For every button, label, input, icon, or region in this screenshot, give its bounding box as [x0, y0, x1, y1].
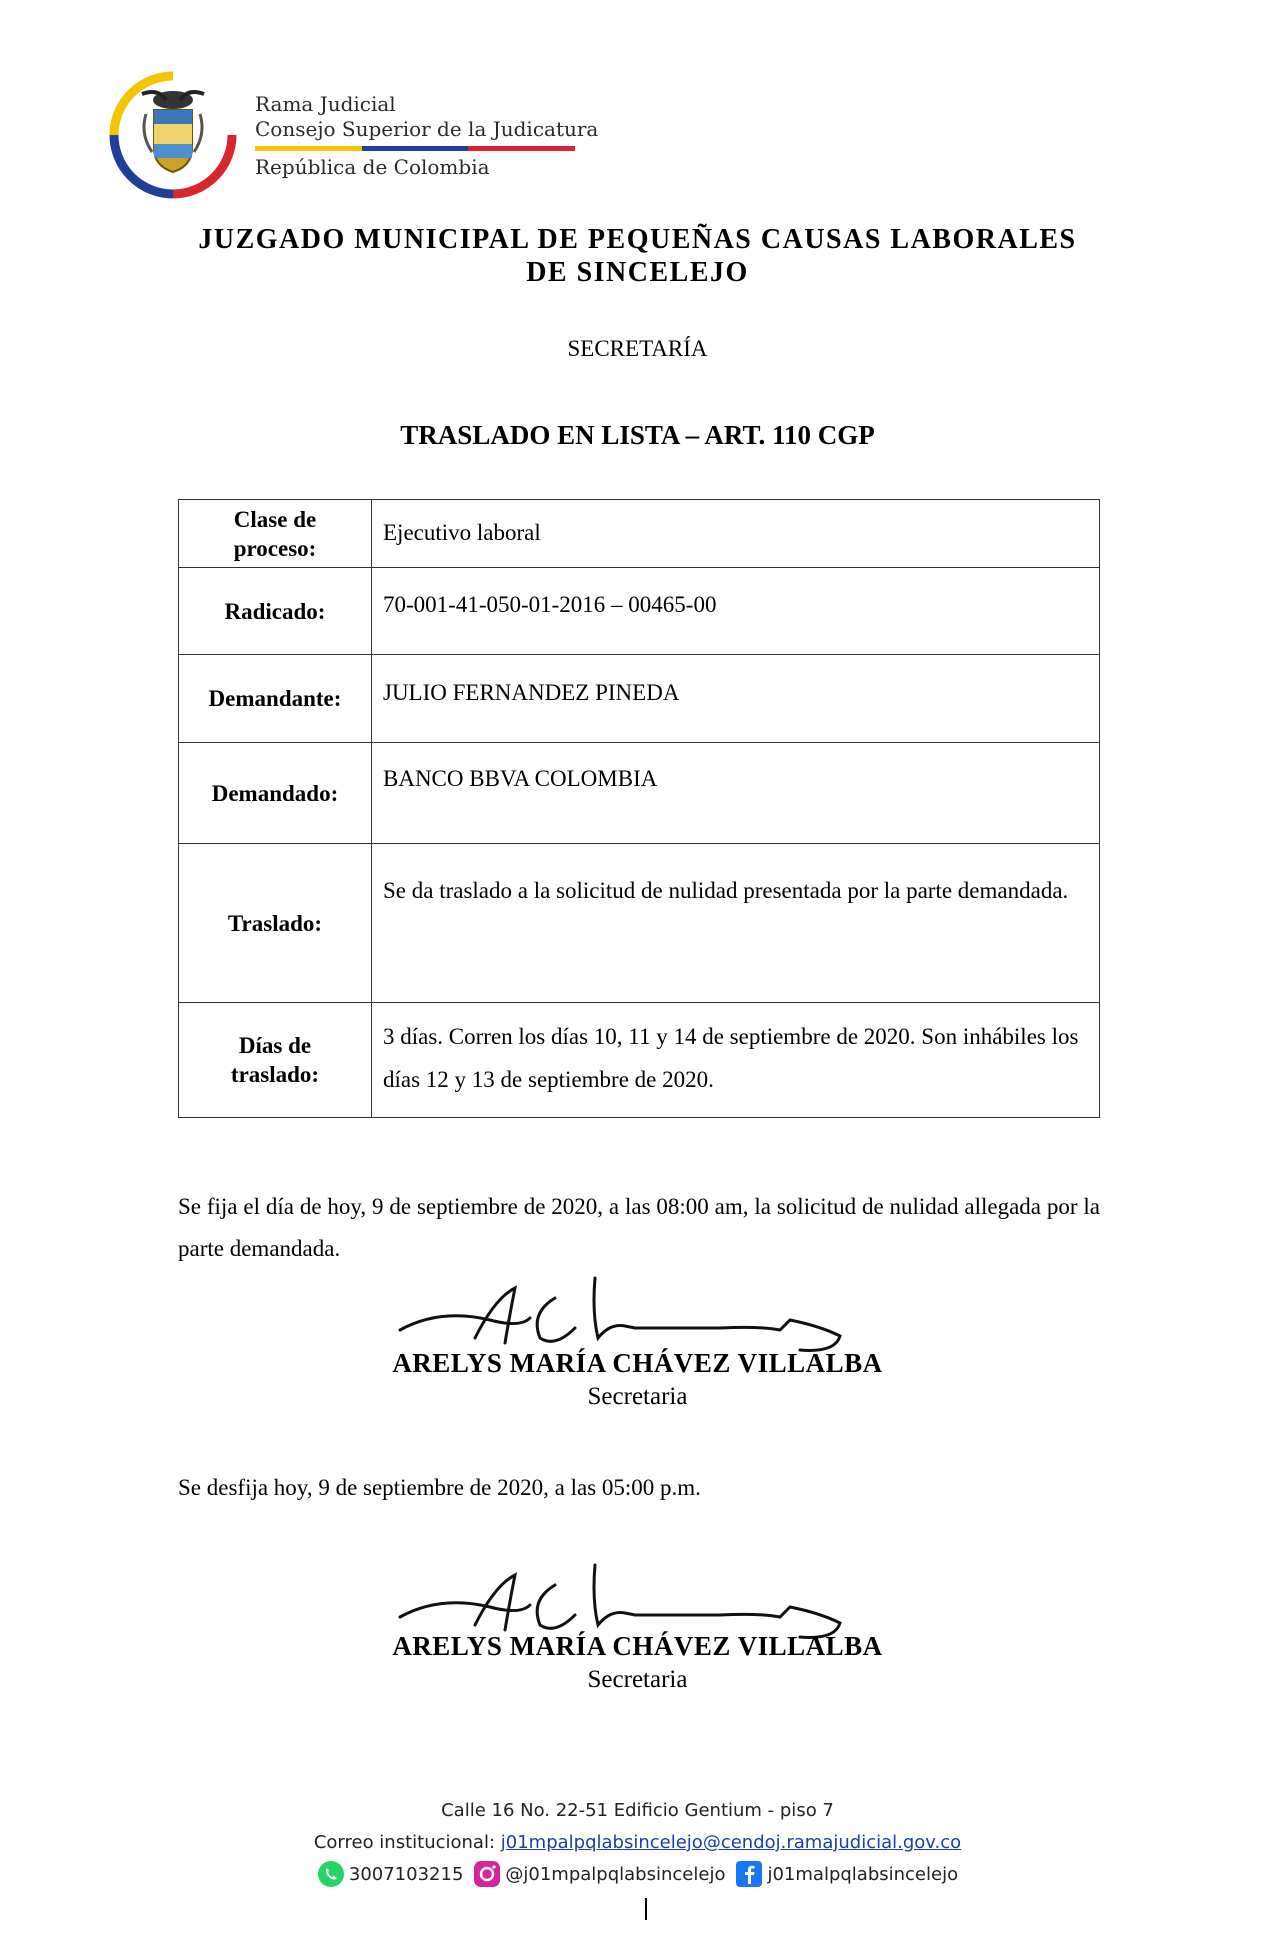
table-row	[179, 743, 1100, 844]
document-title: TRASLADO EN LISTA – ART. 110 CGP	[400, 420, 875, 450]
court-name	[0, 223, 1275, 289]
table-row	[179, 568, 1100, 655]
whatsapp-icon	[317, 1860, 345, 1888]
dias-label	[179, 1003, 372, 1118]
footer-email-label: Correo institucional:	[313, 1832, 501, 1853]
logo-text-block	[255, 92, 598, 180]
demandado-value: BANCO BBVA COLOMBIA	[372, 743, 1100, 844]
org-line-republica: República de Colombia	[255, 155, 490, 179]
instagram-contact	[473, 1860, 725, 1888]
demandante-label: Demandante:	[179, 655, 372, 743]
court-name-line1: JUZGADO MUNICIPAL DE PEQUEÑAS CAUSAS LABORALES	[198, 224, 1077, 255]
phone-number: 3007103215	[348, 1863, 464, 1885]
page-marker	[645, 1898, 647, 1920]
demandado-label: Demandado:	[179, 743, 372, 844]
court-name-line2: DE SINCELEJO	[526, 257, 749, 288]
table-row	[179, 1003, 1100, 1118]
clase-value: Ejecutivo laboral	[372, 500, 1100, 568]
clase-label-line1: Clase de	[233, 506, 317, 532]
org-line-rama: Rama Judicial	[255, 92, 396, 116]
footer-email-line	[0, 1832, 1275, 1853]
footer-social-line	[0, 1860, 1275, 1888]
clase-label	[179, 500, 372, 568]
signer-name-1: ARELYS MARÍA CHÁVEZ VILLALBA	[392, 1348, 883, 1378]
table-row	[179, 844, 1100, 1003]
dias-label-line1: Días de	[238, 1033, 312, 1058]
desfijacion-paragraph: Se desfija hoy, 9 de septiembre de 2020, a las 05:00 p.m.	[178, 1475, 701, 1500]
footer-address: Calle 16 No. 22-51 Edificio Gentium - piso 7	[441, 1800, 834, 1821]
coat-of-arms-logo	[108, 70, 238, 200]
whatsapp-contact	[317, 1860, 464, 1888]
clase-label-line2: proceso:	[233, 535, 317, 561]
demandante-value: JULIO FERNANDEZ PINEDA	[372, 655, 1100, 743]
radicado-value: 70-001-41-050-01-2016 – 00465-00	[372, 568, 1100, 655]
fijacion-paragraph: Se fija el día de hoy, 9 de septiembre de 2020, a las 08:00 am, la solicitud de nulidad allegada por la parte demandada.	[178, 1194, 1100, 1261]
section-heading: SECRETARÍA	[567, 336, 708, 361]
footer-email-link[interactable]: j01mpalpqlabsincelejo@cendoj.ramajudicial.gov.co	[500, 1832, 962, 1853]
traslado-value: Se da traslado a la solicitud de nulidad presentada por la parte demandada.	[372, 844, 1100, 1003]
traslado-label: Traslado:	[179, 844, 372, 1003]
signer-name-2: ARELYS MARÍA CHÁVEZ VILLALBA	[392, 1631, 883, 1661]
tricolor-rule	[255, 146, 575, 151]
radicado-label: Radicado:	[179, 568, 372, 655]
signer-role-2: Secretaria	[587, 1666, 688, 1693]
dias-value: 3 días. Corren los días 10, 11 y 14 de septiembre de 2020. Son inhábiles los días 12 y 13 de septiembre de 2020.	[372, 1003, 1100, 1118]
facebook-handle: j01malpqlabsincelejo	[767, 1863, 959, 1885]
table-row	[179, 500, 1100, 568]
dias-label-line2: traslado:	[230, 1062, 320, 1087]
org-line-consejo: Consejo Superior de la Judicatura	[255, 117, 599, 141]
facebook-contact	[735, 1860, 958, 1888]
instagram-handle: @j01mpalpqlabsincelejo	[505, 1863, 726, 1885]
instagram-icon	[473, 1860, 501, 1888]
signer-role-1: Secretaria	[587, 1383, 688, 1410]
table-row	[179, 655, 1100, 743]
facebook-icon	[735, 1860, 763, 1888]
case-info-table	[178, 499, 1100, 1118]
signature-1	[380, 1268, 880, 1358]
